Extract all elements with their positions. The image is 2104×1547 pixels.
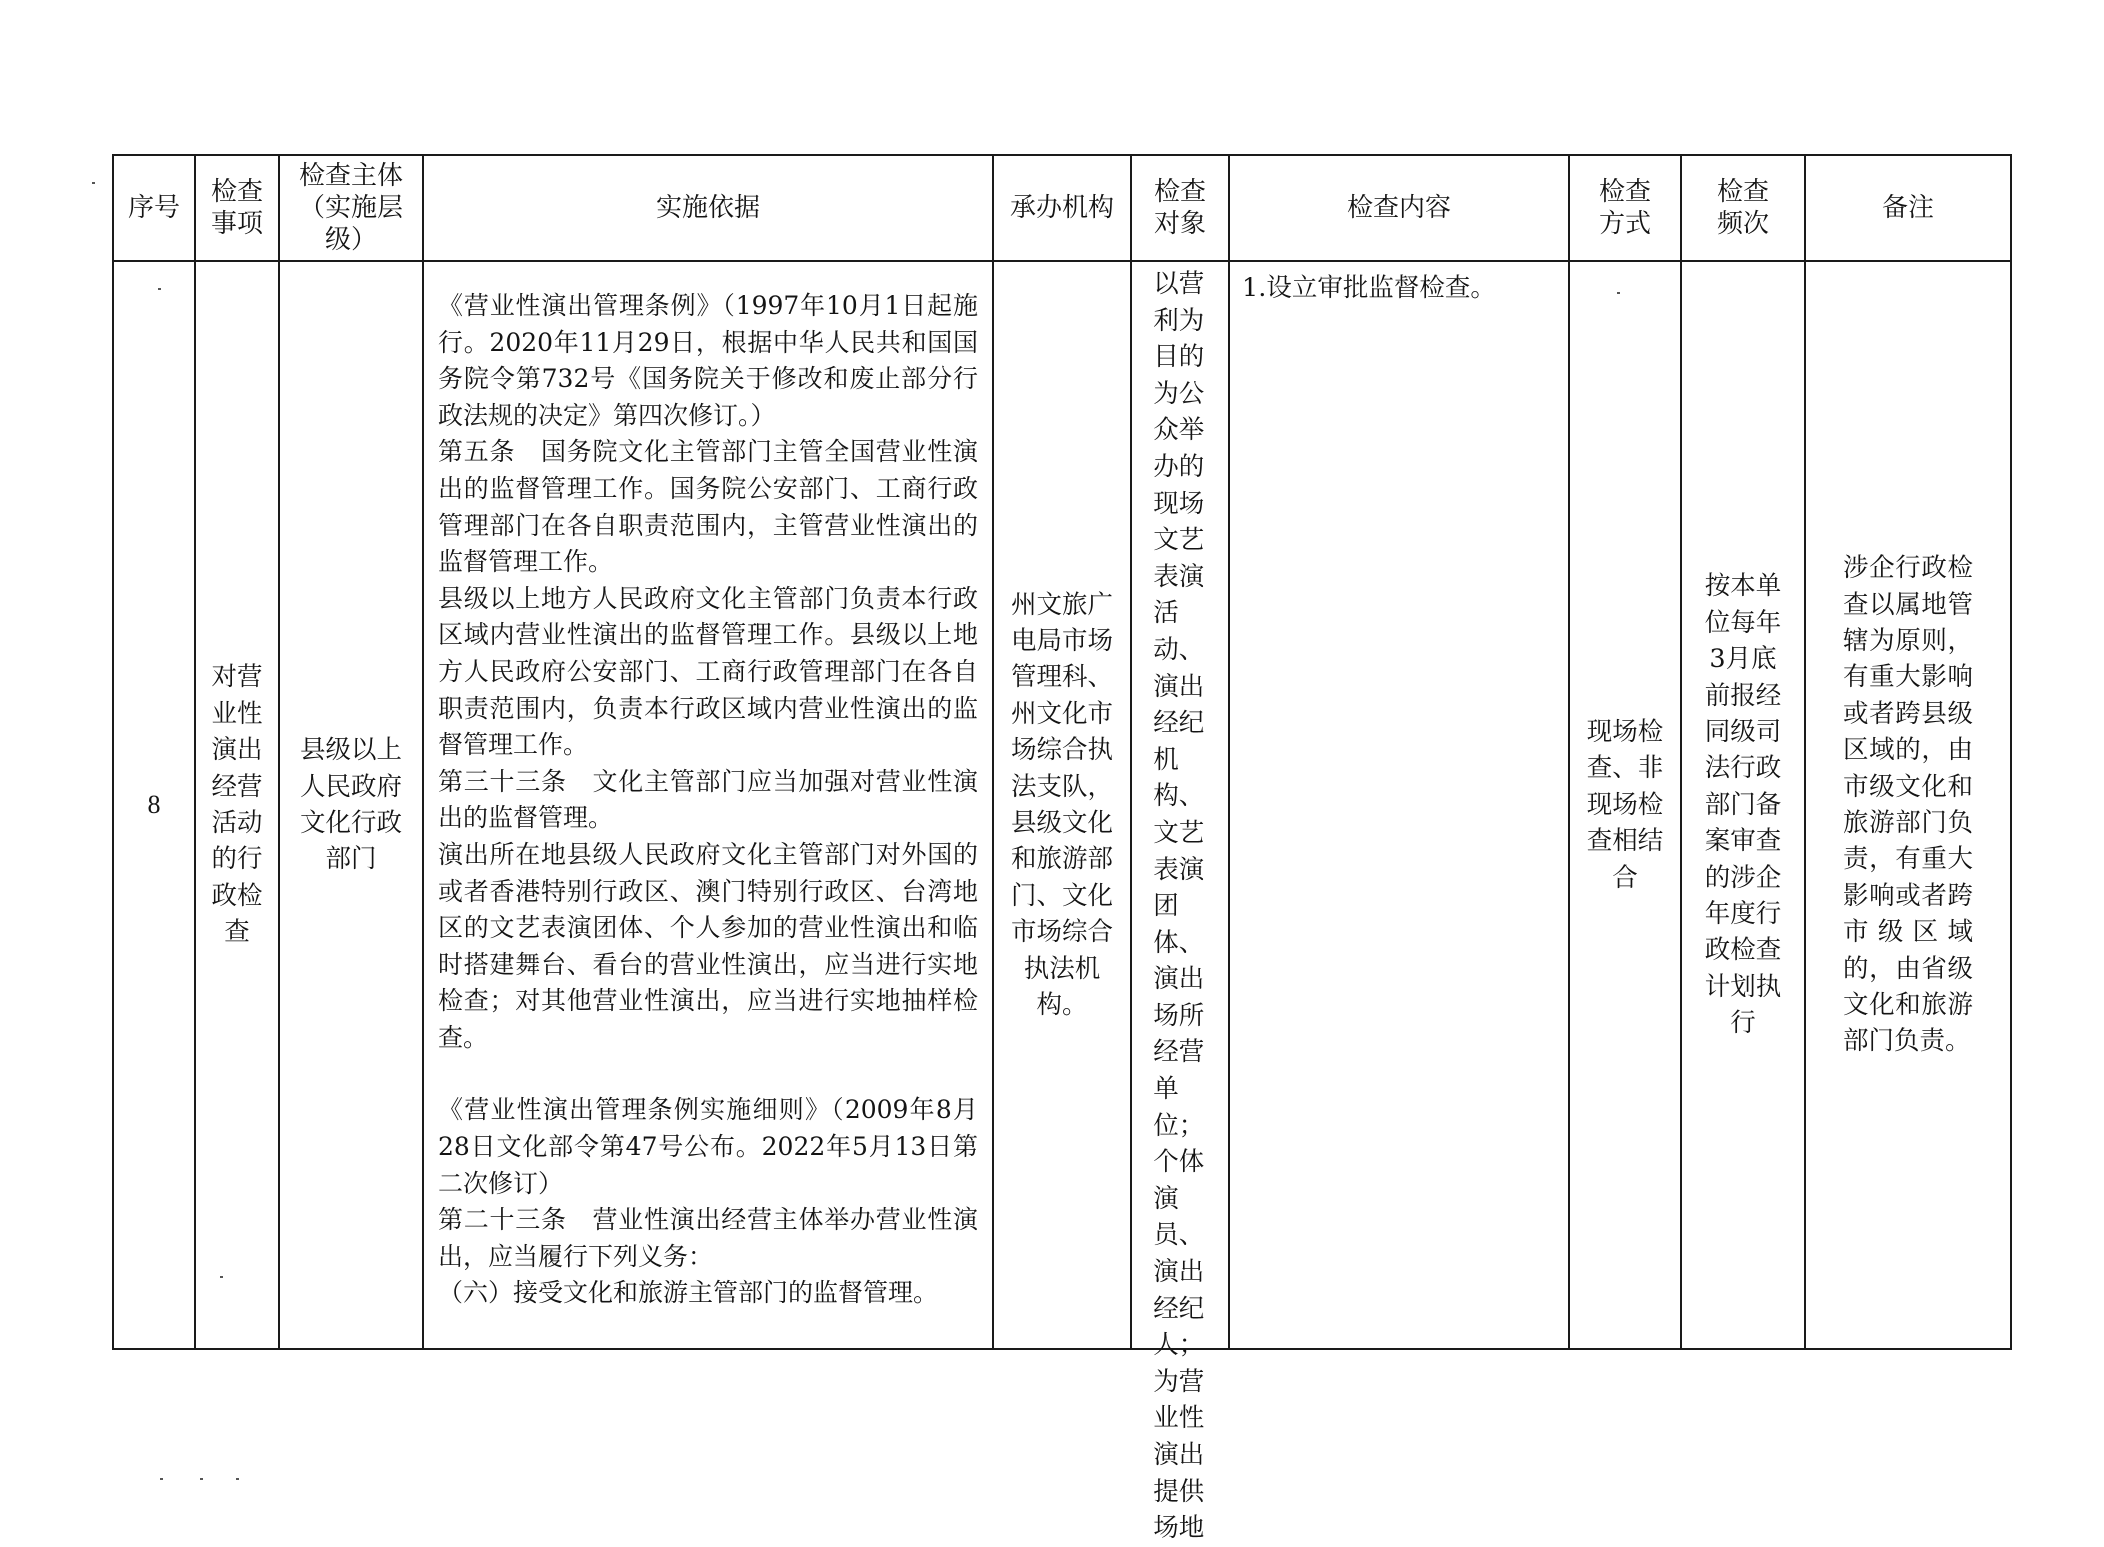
basis-paragraph: （六）接受文化和旅游主管部门的监督管理。 [438,1278,939,1308]
basis-paragraph: 《营业性演出管理条例》（1997年10月1日起施行。2020年11月29日，根据中华人民共和国国务院令第732号《国务院关于修改和废止部分行政法规的决定》第四次修订。） [438,291,978,430]
cell-object: 以营利为目的为公众举办的现场文艺表演活动、演出经纪机构、文艺表演团体、演出场所经营单位；个体演员、演出经纪人；为营业性演出提供场地 [1131,261,1229,1349]
cell-content [1229,261,1569,1349]
cell-org: 州文旅广电局市场管理科、州文化市场综合执法支队，县级文化和旅游部门、文化市场综合执法机构。 [993,261,1131,1349]
header-frequency: 检查频次 [1681,155,1805,261]
scan-speck [200,1478,203,1480]
header-note: 备注 [1805,155,2011,261]
inspection-table [112,154,2012,1544]
cell-subject: 县级以上人民政府文化行政部门 [279,261,423,1349]
basis-spacer [438,1056,978,1092]
basis-paragraph: 第三十三条 文化主管部门应当加强对营业性演出的监督管理。 [438,766,978,833]
scan-speck [160,1478,163,1480]
cell-item: 对营业性演出经营活动的行政检查 [195,261,279,1349]
scan-speck [92,182,95,184]
header-subject: 检查主体（实施层级） [279,155,423,261]
scan-speck [220,1276,223,1278]
cell-basis [423,261,993,1349]
cell-seq: 8 [113,261,195,1349]
basis-paragraph: 县级以上地方人民政府文化主管部门负责本行政区域内营业性演出的监督管理工作。县级以上地方人民政府公安部门、工商行政管理部门在各自职责范围内，负责本行政区域内营业性演出的监督管理工作。 [438,583,978,760]
header-content: 检查内容 [1229,155,1569,261]
header-row [113,155,2011,261]
scan-speck [158,288,161,290]
basis-paragraph: 第二十三条 营业性演出经营主体举办营业性演出，应当履行下列义务： [438,1205,978,1271]
basis-paragraph: 演出所在地县级人民政府文化主管部门对外国的或者香港特别行政区、澳门特别行政区、台湾地区的文艺表演团体、个人参加的营业性演出和临时搭建舞台、看台的营业性演出，应当进行实地检查；对其他营业性演出，应当进行实地抽样检查。 [438,839,978,1052]
table-row [113,261,2011,1349]
header-object: 检查对象 [1131,155,1229,261]
basis-paragraph: 第五条 国务院文化主管部门主管全国营业性演出的监督管理工作。国务院公安部门、工商行政管理部门在各自职责范围内，主管营业性演出的监督管理工作。 [438,437,978,577]
cell-method: 现场检查、非现场检查相结合 [1569,261,1681,1349]
scan-speck [236,1478,239,1480]
header-org: 承办机构 [993,155,1131,261]
basis-paragraph: 《营业性演出管理条例实施细则》（2009年8月28日文化部令第47号公布。2022年5月13日第二次修订） [438,1095,978,1198]
content-text: 1.设立审批监督检查。 [1242,273,1496,303]
cell-note: 涉企行政检查以属地管辖为原则，有重大影响或者跨县级区域的，由市级文化和旅游部门负责，有重大影响或者跨市级区域的，由省级文化和旅游部门负责。 [1805,261,2011,1349]
header-seq: 序号 [113,155,195,261]
scan-speck [1617,292,1620,294]
header-item: 检查事项 [195,155,279,261]
header-method: 检查方式 [1569,155,1681,261]
cell-frequency: 按本单位每年3月底前报经同级司法行政部门备案审查的涉企年度行政检查计划执行 [1681,261,1805,1349]
header-basis: 实施依据 [423,155,993,261]
